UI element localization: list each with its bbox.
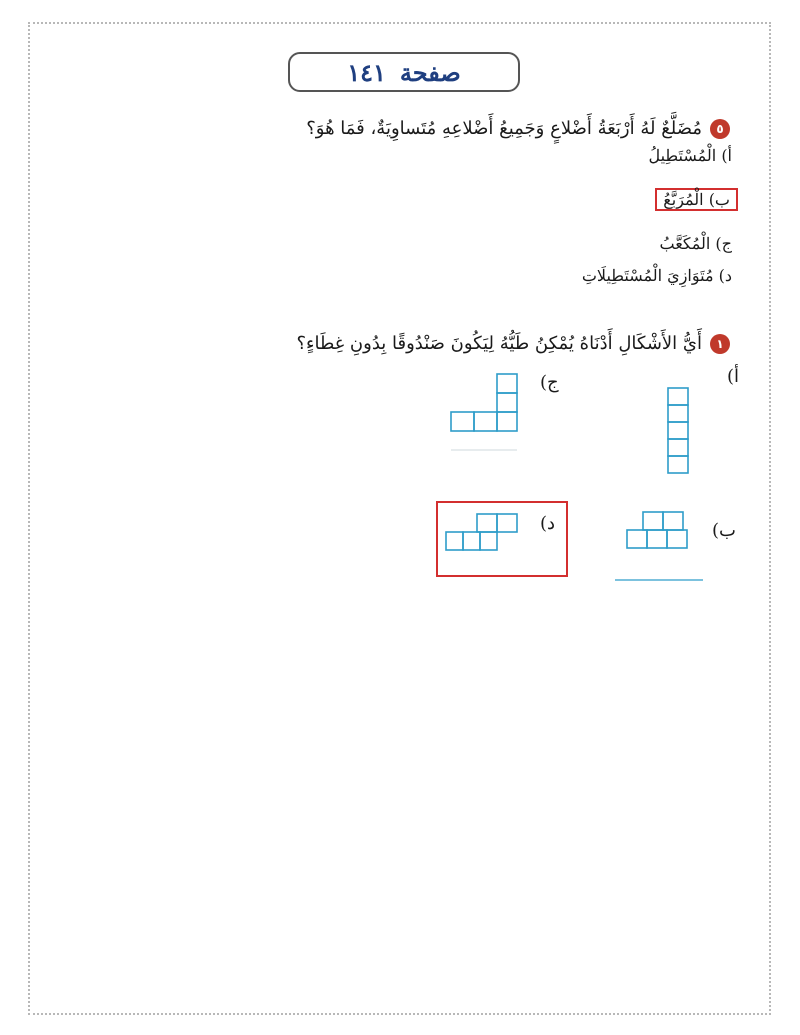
option-a[interactable]: أ) الْمُسْتَطِيلُ [648,146,732,165]
question-text: أَيُّ الأَشْكَالِ أَدْنَاهُ يُمْكِنُ طَيُّهُ لِيَكُونَ صَنْدُوقًا بِدُونِ غِطَاءٍ؟ [296,333,702,354]
question-5 [306,118,730,139]
page-label: صفحة [399,57,461,87]
question-number-badge: ٥ [710,119,730,139]
net-d-selected[interactable] [446,514,521,570]
answer-highlight: ب) الْمُرَبَّعُ [655,188,738,211]
shape-label-c: ج) [540,372,559,393]
option-b-selected[interactable] [655,190,738,209]
net-a-column[interactable] [668,388,690,476]
option-c[interactable]: ج) الْمُكَعَّبُ [659,234,732,253]
net-b[interactable] [615,512,705,584]
page-number-header [288,52,520,92]
shape-label-a: أ) [727,366,740,387]
question-text: مُضَلَّعٌ لَهُ أَرْبَعَةُ أَضْلاعٍ وَجَمِيعُ أَضْلاعِهِ مُتَساوِيَةٌ، فَمَا هُوَ؟ [306,118,702,139]
net-c-l-shape[interactable] [451,374,521,456]
page-number: ١٤١ [347,57,386,87]
shape-label-d: د) [540,513,556,534]
question-1 [297,333,731,354]
shape-label-b: ب) [712,520,736,541]
option-d[interactable]: د) مُتَوَازِيَ الْمُسْتَطِيلَاتِ [581,266,732,285]
question-number-badge: ١ [710,334,730,354]
